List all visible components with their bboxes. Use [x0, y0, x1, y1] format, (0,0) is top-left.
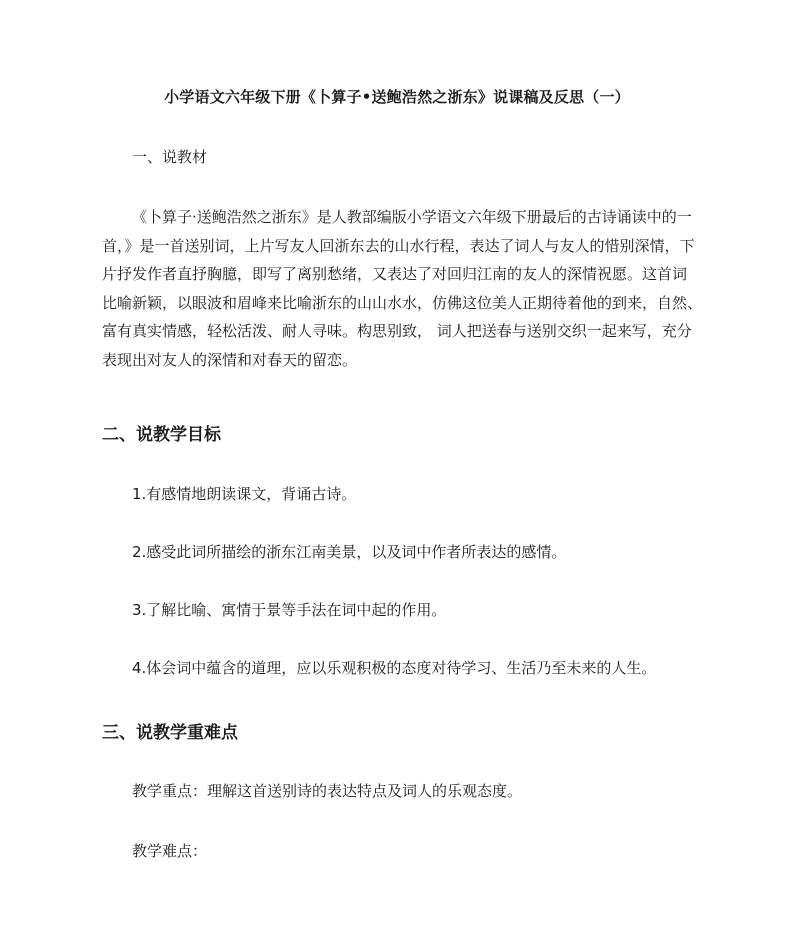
- section-heading-objectives: 二、说教学目标: [102, 425, 221, 445]
- paragraph-line: 首，》是一首送别词，上片写友人回浙东去的山水行程，表达了词人与友人的惜别深情，下: [102, 236, 695, 255]
- objective-item: 4.体会词中蕴含的道理，应以乐观积极的态度对待学习、生活乃至未来的人生。: [132, 659, 657, 677]
- paragraph-line: 片抒发作者直抒胸臆，即写了离别愁绪，又表达了对回归江南的友人的深情祝愿。这首词: [102, 265, 688, 284]
- document-title: 小学语文六年级下册《卜算子•送鲍浩然之浙东》说课稿及反思（一）: [164, 88, 630, 106]
- paragraph-line: 富有真实情感，轻松活泼、耐人寻味。构思别致， 词人把送春与送别交织一起来写，充分: [102, 322, 692, 341]
- paragraph-line: 比喻新颖，以眼波和眉峰来比喻浙东的山山水水，仿佛这位美人正期待着他的到来，自然、: [102, 293, 703, 312]
- key-point-text: 教学重点：理解这首送别诗的表达特点及词人的乐观态度。: [132, 782, 523, 800]
- paragraph-line: 《卜算子·送鲍浩然之浙东》是人教部编版小学语文六年级下册最后的古诗诵读中的一: [132, 208, 692, 226]
- textbook-paragraph: [102, 203, 702, 375]
- paragraph-line: 表现出对友人的深情和对春天的留恋。: [102, 350, 358, 369]
- section-heading-textbook: 一、说教材: [132, 148, 208, 166]
- objective-item: 2.感受此词所描绘的浙东江南美景，以及词中作者所表达的感情。: [132, 543, 567, 561]
- objective-item: 1.有感情地朗读课文，背诵古诗。: [132, 485, 357, 503]
- difficulty-text: 教学难点：: [132, 842, 208, 860]
- section-heading-key-points: 三、说教学重难点: [102, 723, 238, 743]
- objective-item: 3.了解比喻、寓情于景等手法在词中起的作用。: [132, 601, 447, 619]
